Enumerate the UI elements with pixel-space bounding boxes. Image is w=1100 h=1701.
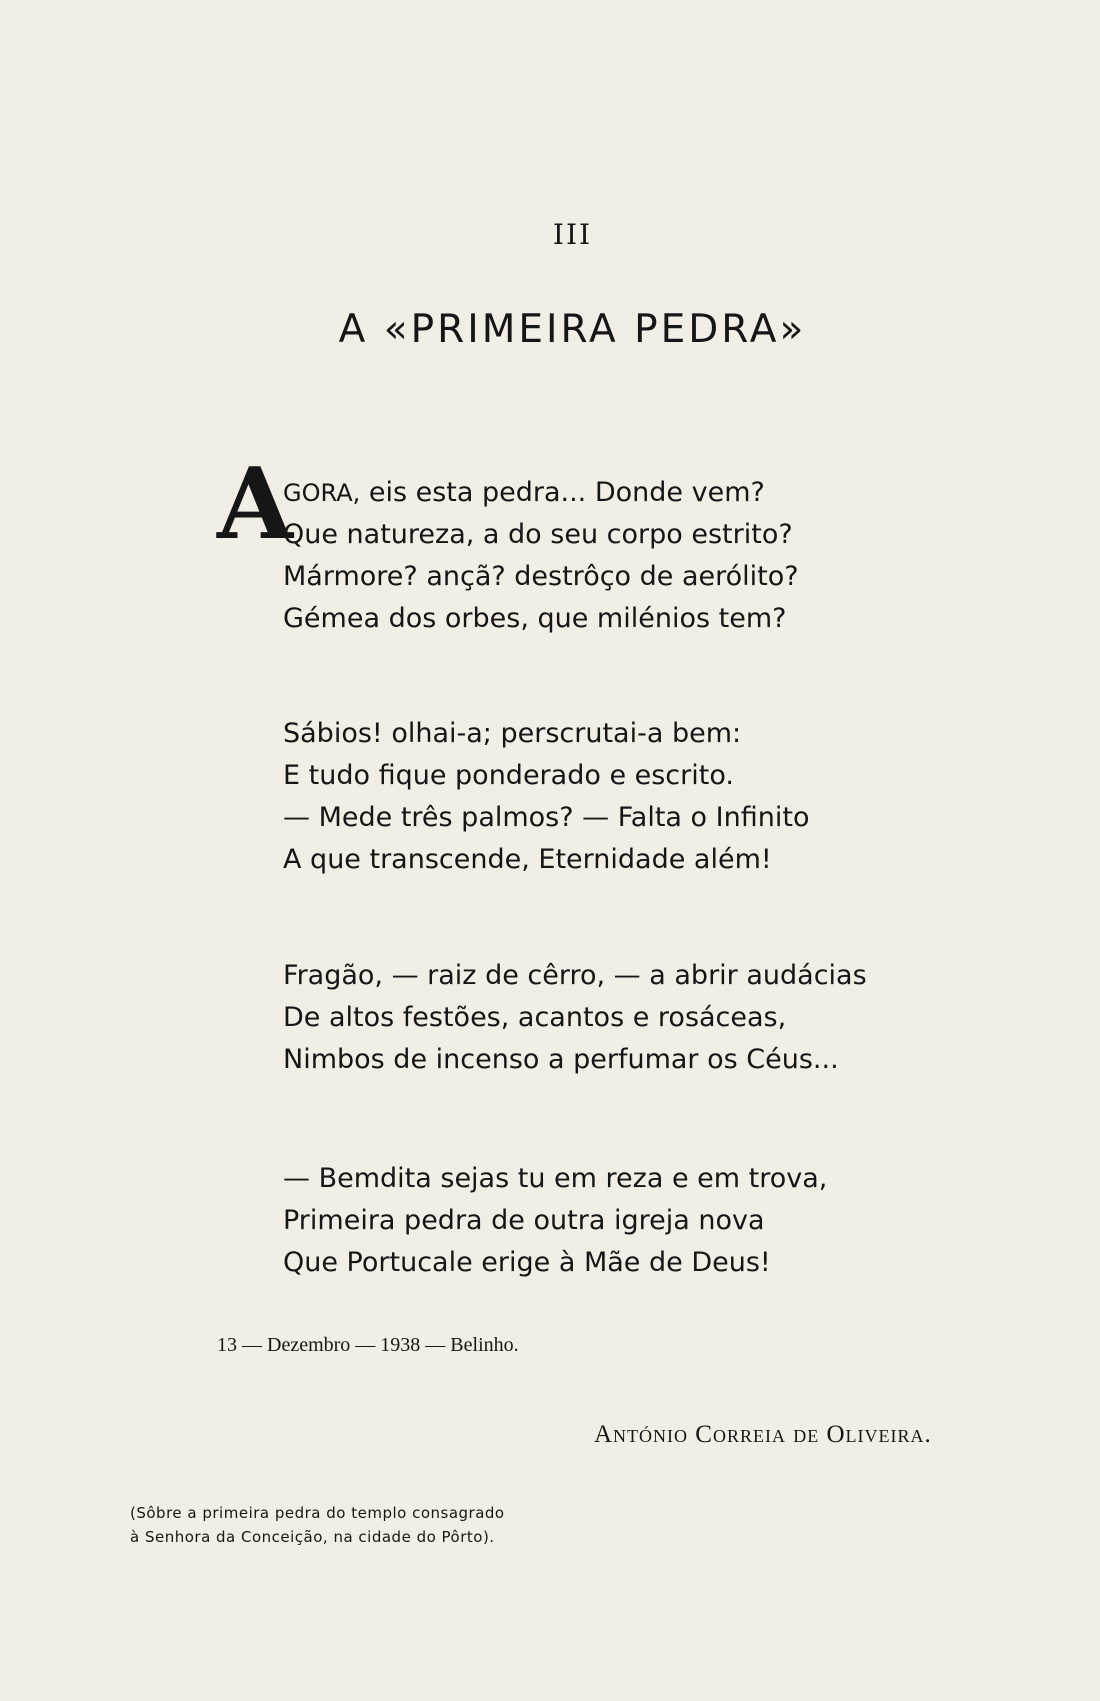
stanza-1 xyxy=(283,472,799,640)
verse-line: Primeira pedra de outra igreja nova xyxy=(283,1205,765,1236)
stanza-4 xyxy=(283,1158,827,1284)
verse-line: Fragão, — raiz de cêrro, — a abrir audácias xyxy=(283,960,867,991)
verse-line: A que transcende, Eternidade além! xyxy=(283,844,772,875)
verse-line: Sábios! olhai-a; perscrutai-a bem: xyxy=(283,718,742,749)
verse-opening-smallcaps: GORA, xyxy=(283,479,361,507)
verse-line: De altos festões, acantos e rosáceas, xyxy=(283,1002,787,1033)
poem-title: A «PRIMEIRA PEDRA» xyxy=(338,307,807,352)
stanza-2 xyxy=(283,713,809,881)
verse-opening-rest: eis esta pedra... Donde vem? xyxy=(360,477,765,508)
stanza-3 xyxy=(283,955,867,1081)
footnote-line: (Sôbre a primeira pedra do templo consagrado xyxy=(130,1504,505,1522)
date-place-line: 13 — Dezembro — 1938 — Belinho. xyxy=(217,1334,519,1356)
verse-line: Gémea dos orbes, que milénios tem? xyxy=(283,603,787,634)
verse-line xyxy=(283,472,799,514)
verse-line: Que Portucale erige à Mãe de Deus! xyxy=(283,1247,771,1278)
verse-line: E tudo fique ponderado e escrito. xyxy=(283,760,734,791)
verse-line: — Bemdita sejas tu em reza e em trova, xyxy=(283,1163,828,1194)
verse-line: Nimbos de incenso a perfumar os Céus... xyxy=(283,1044,839,1075)
drop-cap: A xyxy=(217,447,294,562)
verse-line: Mármore? ançã? destrôço de aerólito? xyxy=(283,561,799,592)
footnote xyxy=(130,1501,510,1549)
verse-line: Que natureza, a do seu corpo estrito? xyxy=(283,519,793,550)
section-number: III xyxy=(552,218,593,251)
verse-line: — Mede três palmos? — Falta o Infinito xyxy=(283,802,810,833)
author-signature: António Correia de Oliveira. xyxy=(594,1421,932,1448)
footnote-line: à Senhora da Conceição, na cidade do Pôrto). xyxy=(130,1528,495,1546)
